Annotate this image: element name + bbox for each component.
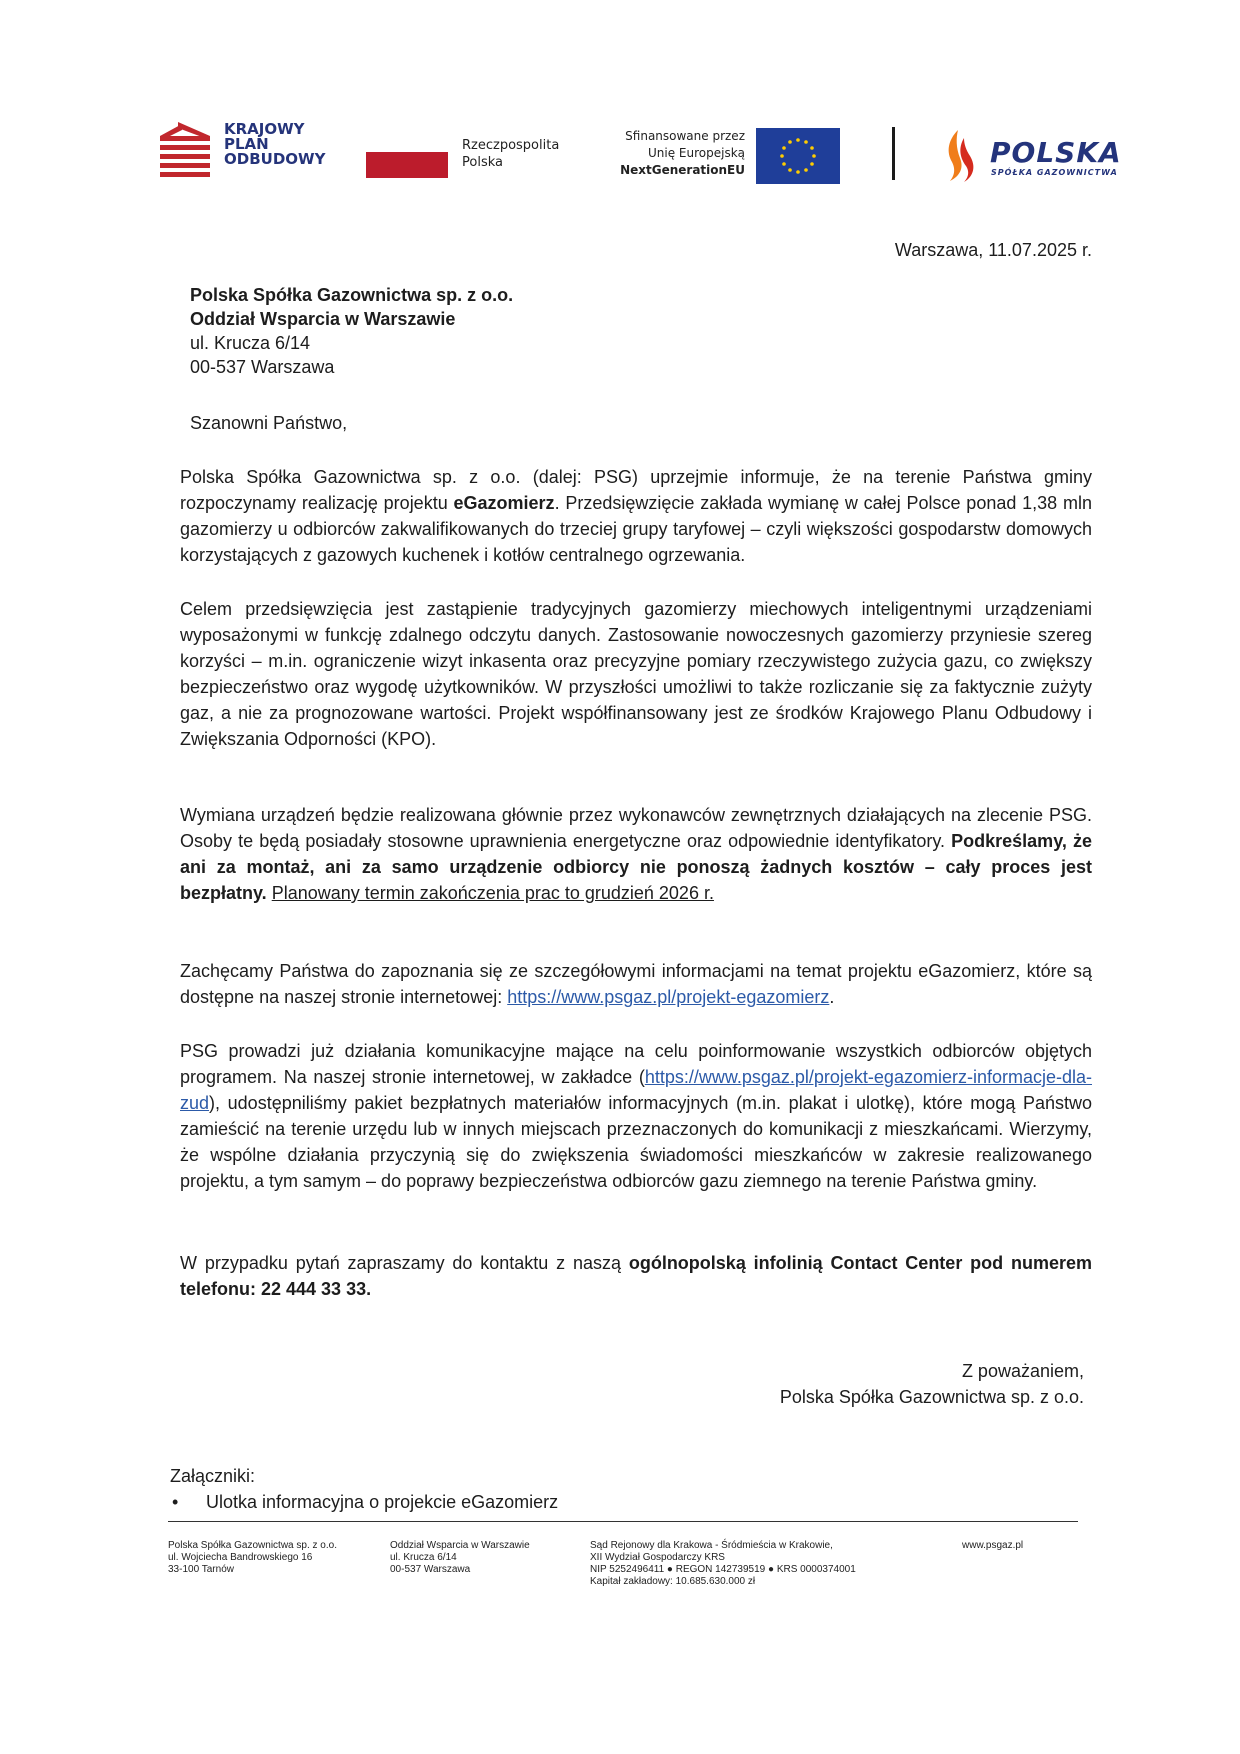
p6-text-a: W przypadku pytań zapraszamy do kontaktu z naszą	[180, 1253, 629, 1273]
closing-line-1: Z poważaniem,	[961, 1361, 1084, 1381]
footer-website-link[interactable]: www.psgaz.pl	[962, 1540, 1024, 1551]
address-line-1: Polska Spółka Gazownictwa sp. z o.o.	[190, 285, 514, 305]
attachment-item	[172, 1492, 558, 1513]
address-line-3: ul. Krucza 6/14	[190, 333, 311, 353]
footer-divider	[168, 1521, 1078, 1522]
eu-line-2: Unię Europejską	[647, 146, 745, 160]
footer-col1-line1: Polska Spółka Gazownictwa sp. z o.o.	[168, 1540, 337, 1551]
psg-wordmark: POLSKA	[990, 136, 1122, 169]
closing-line-2: Polska Spółka Gazownictwa sp. z o.o.	[779, 1387, 1084, 1407]
p1-text-a: Polska Spółka Gazownictwa sp. z o.o. (dalej: PSG) uprzejmie informuje, że na terenie Państwa gminy rozpoczynamy realizację projektu	[180, 467, 1092, 513]
footer-col3-line1: Sąd Rejonowy dla Krakowa - Śródmieścia w Krakowie,	[590, 1540, 833, 1551]
paragraph-5	[180, 1038, 1092, 1194]
kpo-line-2: PLAN	[224, 135, 269, 153]
p5-text-c: ), udostępniliśmy pakiet bezpłatnych materiałów informacyjnych (m.in. plakat i ulotkę), które mogą Państwo zamieścić na terenie urzędu lub w innych miejscach przeznaczonych do komunikacji z mieszkańcami. Wierzymy, że wspólne działania przyczynią się do zwiększenia świadomości mieszkańców w zakresie realizowanego projektu, a tym samym – do poprawy bezpieczeństwa odbiorców gazu ziemnego na terenie Państwa gminy.	[180, 1093, 1092, 1191]
polish-flag-icon	[366, 152, 448, 178]
address-line-4: 00-537 Warszawa	[190, 357, 335, 377]
footer-col3-line3: NIP 5252496411 ● REGON 142739519 ● KRS 0000374001	[590, 1564, 856, 1575]
rp-wordmark	[462, 137, 559, 171]
footer-company	[168, 1540, 337, 1576]
eu-line-1: Sfinansowane przez	[625, 129, 745, 143]
eu-flag-icon	[756, 128, 840, 184]
rp-line-2: Polska	[462, 155, 503, 170]
paragraph-2: Celem przedsięwzięcia jest zastąpienie tradycyjnych gazomierzy miechowych inteligentnymi urządzeniami wyposażonymi w funkcję zdalnego odczytu danych. Zastosowanie nowoczesnych gazomierzy przyniesie szereg korzyści – m.in. ograniczenie wizyt inkasenta oraz precyzyjne pomiary rzeczywistego zużycia gazu, co zwiększy bezpieczeństwo oraz wygodę użytkowników. W przyszłości umożliwi to także rozliczanie się za faktycznie zużyty gaz, a nie za prognozowane wartości. Projekt współfinansowany jest ze środków Krajowego Planu Odbudowy i Zwiększania Odporności (KPO).	[180, 599, 1092, 749]
footer-col2-line1: Oddział Wsparcia w Warszawie	[390, 1540, 530, 1551]
footer-col2-line3: 00-537 Warszawa	[390, 1564, 471, 1575]
p4-text-a: Zachęcamy Państwa do zapoznania się ze szczegółowymi informacjami na temat projektu eGazomierz, które są dostępne na naszej stronie internetowej:	[180, 961, 1092, 1007]
footer-col1-line3: 33-100 Tarnów	[168, 1564, 234, 1575]
psg-subtitle: SPÓŁKA GAZOWNICTWA	[991, 168, 1118, 177]
attachment-item-label: Ulotka informacyjna o projekcie eGazomierz	[206, 1492, 559, 1512]
footer-registry	[590, 1540, 856, 1588]
kpo-wordmark	[224, 122, 325, 167]
p3-text-a: Wymiana urządzeń będzie realizowana głównie przez wykonawców zewnętrznych działających na zlecenie PSG. Osoby te będą posiadały stosowne uprawnienia energetyczne oraz odpowiednie identyfikatory.	[180, 805, 1092, 851]
paragraph-3	[180, 802, 1092, 906]
project-link[interactable]: https://www.psgaz.pl/projekt-egazomierz	[507, 987, 830, 1007]
rp-line-1: Rzeczpospolita	[462, 138, 560, 153]
eu-line-3: NextGenerationEU	[620, 163, 745, 177]
p1-project-name: eGazomierz	[453, 493, 555, 513]
recipient-address	[190, 283, 513, 379]
p3-free-of-charge: Podkreślamy, że ani za montaż, ani za samo urządzenie odbiorcy nie ponoszą żadnych kosztów – cały proces jest bezpłatny.	[180, 831, 1092, 903]
footer-col2-line2: ul. Krucza 6/14	[390, 1552, 457, 1563]
bullet-icon: •	[172, 1492, 179, 1512]
attachments-label: Załączniki:	[170, 1466, 256, 1486]
p1-text-c: . Przedsięwzięcie zakłada wymianę w całej Polsce ponad 1,38 mln gazomierzy u odbiorców zakwalifikowanych do trzeciej grupy taryfowej – czyli większości gospodarstw domowych korzystających z gazowych kuchenek i kotłów centralnego ogrzewania.	[180, 493, 1092, 565]
footer-col3-line4: Kapitał zakładowy: 10.685.630.000 zł	[590, 1576, 756, 1587]
paragraph-1	[180, 464, 1092, 568]
psg-flame-icon	[944, 128, 976, 183]
p6-hotline: ogólnopolską infolinią Contact Center pod numerem telefonu: 22 444 33 33.	[180, 1253, 1092, 1299]
p4-text-c: .	[829, 987, 835, 1007]
kpo-line-1: KRAJOWY	[224, 120, 305, 138]
kpo-line-3: ODBUDOWY	[224, 150, 326, 168]
letter-date: Warszawa, 11.07.2025 r.	[894, 240, 1092, 260]
closing	[780, 1358, 1084, 1410]
address-line-2: Oddział Wsparcia w Warszawie	[190, 309, 456, 329]
paragraph-6	[180, 1250, 1092, 1302]
kpo-stripes-icon	[160, 122, 210, 177]
footer-col3-line2: XII Wydział Gospodarczy KRS	[590, 1552, 725, 1563]
footer-branch	[390, 1540, 530, 1576]
salutation: Szanowni Państwo,	[190, 413, 348, 433]
footer-col1-line2: ul. Wojciecha Bandrowskiego 16	[168, 1552, 313, 1563]
paragraph-4	[180, 958, 1092, 1010]
p3-deadline: Planowany termin zakończenia prac to grudzień 2026 r.	[271, 883, 714, 903]
materials-link[interactable]: https://www.psgaz.pl/projekt-egazomierz-informacje-dla-zud	[180, 1067, 1092, 1113]
header-divider	[892, 127, 895, 180]
p5-text-a: PSG prowadzi już działania komunikacyjne mające na celu poinformowanie wszystkich odbiorców objętych programem. Na naszej stronie internetowej, w zakładce (	[180, 1041, 1092, 1087]
footer-website[interactable]	[962, 1540, 1023, 1552]
eu-funding-text	[600, 128, 745, 179]
